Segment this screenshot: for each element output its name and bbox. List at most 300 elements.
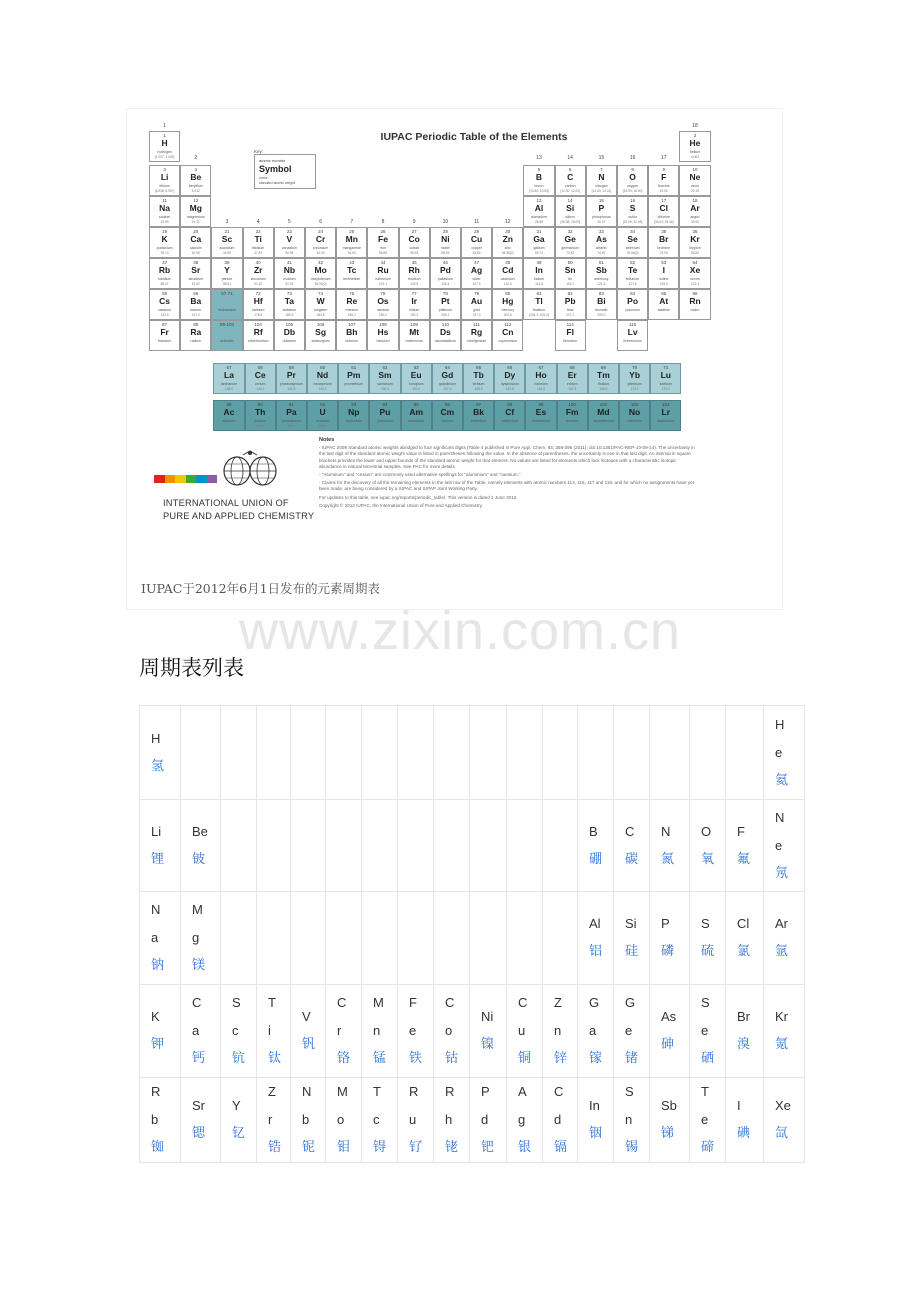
element-link[interactable]: 镉: [554, 1140, 568, 1155]
element-number: 110: [441, 322, 449, 327]
element-link[interactable]: 钠: [151, 958, 165, 973]
element-cell: [305, 289, 336, 320]
group-label: 10: [442, 219, 449, 225]
element-cell: [555, 227, 586, 258]
element-name: xenon: [690, 277, 700, 281]
element-name: seaborgium: [311, 339, 330, 343]
element-number: 28: [442, 229, 448, 234]
element-name: neodymium: [313, 382, 332, 386]
element-symbol: Ra: [190, 327, 202, 337]
element-cell: [180, 320, 211, 351]
logo-color-bar: [154, 475, 165, 483]
group-label: 15: [598, 155, 605, 161]
element-weight: 200.6: [503, 313, 512, 317]
group-label: 5: [288, 219, 291, 225]
element-symbol: Se: [701, 995, 710, 1038]
element-link[interactable]: 氦: [775, 772, 789, 788]
table-cell: [650, 1078, 690, 1163]
element-number: 76: [380, 291, 386, 296]
logo-color-bars: [154, 475, 217, 483]
element-link[interactable]: 镍: [481, 1037, 495, 1052]
element-symbol: P: [661, 916, 670, 931]
element-symbol: Al: [534, 203, 544, 213]
table-cell: [764, 985, 805, 1078]
element-name: holmium: [534, 382, 548, 386]
element-name: lawrencium: [656, 419, 675, 423]
element-link[interactable]: 钾: [151, 1037, 165, 1052]
key-atomic-number: atomic number: [259, 158, 286, 163]
element-link[interactable]: 锡: [625, 1140, 639, 1155]
element-symbol: Ge: [625, 995, 636, 1038]
element-link[interactable]: 硅: [625, 944, 639, 959]
element-name: lanthanum: [220, 382, 238, 386]
table-cell: [140, 800, 181, 892]
element-name: iodine: [659, 277, 669, 281]
element-link[interactable]: 钼: [337, 1140, 351, 1155]
element-number: 18: [692, 198, 698, 203]
element-link[interactable]: 钇: [232, 1126, 246, 1141]
element-symbol: Co: [408, 234, 420, 244]
element-cell: [619, 363, 650, 394]
element-name: fermium: [565, 419, 579, 423]
element-number: 48: [505, 260, 511, 265]
element-name: nickel: [440, 246, 450, 250]
element-name: lithium: [159, 184, 170, 188]
element-link[interactable]: 铍: [192, 851, 206, 867]
element-name: germanium: [561, 246, 579, 250]
element-name: oxygen: [626, 184, 639, 188]
element-number: 45: [411, 260, 417, 265]
element-cell: [213, 363, 244, 394]
element-weight: [35.44; 35.46]: [654, 220, 674, 224]
element-symbol: Xe: [689, 265, 701, 275]
element-symbol: Hf: [253, 296, 263, 306]
element-symbol: Am: [409, 407, 424, 417]
element-symbol: Na: [151, 902, 161, 945]
element-cell: [149, 320, 180, 351]
element-name: ruthenium: [375, 277, 391, 281]
table-cell: [291, 706, 326, 800]
element-symbol: Rg: [470, 327, 483, 337]
table-cell: [470, 892, 507, 985]
element-weight: 157.3: [443, 387, 452, 391]
element-cell: [463, 400, 494, 431]
element-weight: 186.2: [347, 313, 356, 317]
element-cell: [149, 196, 180, 227]
element-link[interactable]: 镁: [192, 958, 206, 973]
element-link[interactable]: 磷: [661, 944, 675, 959]
element-link[interactable]: 钙: [192, 1051, 206, 1066]
element-symbol: Pb: [564, 296, 576, 306]
element-link[interactable]: 钯: [481, 1140, 495, 1155]
element-symbol: Pt: [441, 296, 450, 306]
element-symbol: Tb: [473, 370, 484, 380]
table-cell: [362, 800, 398, 892]
element-number: 98: [507, 402, 513, 407]
table-cell: [690, 706, 726, 800]
element-cell: [617, 289, 648, 320]
group-label: 18: [692, 123, 698, 129]
element-name: thulium: [597, 382, 610, 386]
table-cell: [650, 892, 690, 985]
element-cell: [619, 400, 650, 431]
figure-caption: IUPAC于2012年6月1日发布的元素周期表: [141, 581, 381, 596]
element-symbol: Np: [348, 407, 360, 417]
element-symbol: Tc: [347, 265, 357, 275]
element-name: californium: [501, 419, 519, 423]
element-link[interactable]: 锂: [151, 851, 165, 867]
element-link[interactable]: 铝: [589, 944, 603, 959]
element-link[interactable]: 锑: [661, 1126, 675, 1141]
element-weight: 39.95: [690, 220, 699, 224]
element-symbol: B: [589, 823, 598, 839]
element-link[interactable]: 锰: [373, 1051, 387, 1066]
element-cell: [211, 227, 242, 258]
element-weight: 150.4: [380, 387, 389, 391]
element-name: terbium: [472, 382, 485, 386]
element-cell: [648, 258, 679, 289]
element-number: 14: [567, 198, 573, 203]
element-symbol: Ne: [689, 172, 701, 182]
element-link[interactable]: 钒: [302, 1037, 316, 1052]
element-link[interactable]: 银: [518, 1140, 532, 1155]
element-link[interactable]: 砷: [661, 1037, 675, 1052]
table-cell: [470, 706, 507, 800]
element-name: berkelium: [471, 419, 487, 423]
table-cell: [181, 1078, 221, 1163]
element-link[interactable]: 铜: [518, 1051, 532, 1066]
element-name: livermorium: [623, 339, 642, 343]
element-link[interactable]: 钌: [409, 1140, 423, 1155]
element-weight: 173.1: [630, 387, 639, 391]
element-name: arsenic: [595, 246, 608, 250]
element-cell: [492, 258, 523, 289]
element-link[interactable]: 氢: [151, 758, 165, 774]
element-name: praseodymium: [279, 382, 303, 386]
element-cell: [430, 289, 461, 320]
element-name: cerium: [254, 382, 266, 386]
element-link[interactable]: 碘: [737, 1126, 751, 1141]
element-symbol: Br: [737, 1009, 750, 1024]
element-number: 35: [661, 229, 667, 234]
element-cell: [588, 400, 619, 431]
element-link[interactable]: 氧: [701, 851, 715, 867]
element-number: 58: [257, 365, 263, 370]
element-symbol: Ti: [254, 234, 262, 244]
element-number: 106: [316, 322, 325, 327]
element-number: 46: [442, 260, 448, 265]
table-cell: [690, 1078, 726, 1163]
note-item: Copyright © 2012 IUPAC, the International Union of Pure and Applied Chemistry.: [319, 502, 483, 508]
element-cell: [401, 400, 432, 431]
element-symbol: Md: [597, 407, 610, 417]
element-name: selenium: [625, 246, 640, 250]
element-cell: [274, 320, 305, 351]
element-link[interactable]: 铌: [302, 1140, 316, 1155]
element-link[interactable]: 铟: [589, 1126, 603, 1141]
element-symbol: Sn: [625, 1084, 634, 1127]
element-name: palladium: [437, 277, 453, 281]
element-cell: [523, 258, 554, 289]
element-symbol: N: [661, 823, 671, 839]
element-symbol: Xe: [775, 1098, 791, 1113]
element-symbol: Sb: [661, 1098, 677, 1113]
element-symbol: Co: [445, 995, 455, 1038]
element-link[interactable]: 铷: [151, 1140, 165, 1155]
element-link[interactable]: 锗: [625, 1051, 639, 1066]
element-weight: 121.8: [597, 282, 606, 286]
element-number: 74: [318, 291, 324, 296]
element-symbol: Mo: [314, 265, 327, 275]
key-label: Key:: [254, 149, 264, 154]
group-label: 13: [536, 155, 542, 161]
iupac-logo: [151, 449, 315, 529]
element-weight: 24.31: [191, 220, 200, 224]
element-symbol: Cs: [159, 296, 171, 306]
org-name-line1: INTERNATIONAL UNION OF: [163, 498, 289, 508]
element-link[interactable]: 硒: [701, 1051, 715, 1066]
element-cell: [617, 258, 648, 289]
table-cell: [543, 892, 578, 985]
element-link[interactable]: 铬: [337, 1051, 351, 1066]
element-number: 89: [226, 402, 232, 407]
element-link[interactable]: 氩: [775, 944, 789, 959]
element-weight: 195.1: [441, 313, 450, 317]
element-cell: [399, 289, 430, 320]
element-cell: [336, 258, 367, 289]
element-link[interactable]: 镓: [589, 1051, 603, 1066]
element-cell: [432, 400, 463, 431]
element-cell: [555, 258, 586, 289]
element-link[interactable]: 铁: [409, 1051, 423, 1066]
element-number: 112: [504, 322, 512, 327]
element-weight: 112.4: [503, 282, 512, 286]
element-name: promethium: [344, 382, 364, 386]
element-number: 90: [257, 402, 263, 407]
element-number: 5: [537, 167, 541, 172]
element-number: 114: [566, 322, 574, 327]
element-cell: [338, 363, 369, 394]
element-number: 68: [569, 365, 575, 370]
element-link[interactable]: 氯: [737, 944, 751, 959]
element-symbol: K: [151, 1009, 160, 1024]
element-number: 81: [536, 291, 542, 296]
table-cell: [221, 1078, 257, 1163]
element-symbol: Re: [346, 296, 358, 306]
element-symbol: Ca: [190, 234, 202, 244]
element-number: 2: [693, 133, 697, 138]
element-weight: 127.6: [628, 282, 637, 286]
element-cell: [180, 165, 211, 196]
element-symbol: Db: [283, 327, 296, 337]
element-name: scandium: [219, 246, 235, 250]
element-number: 39: [224, 260, 230, 265]
element-weight: 9.012: [191, 189, 200, 193]
element-weight: 101.1: [378, 282, 387, 286]
table-cell: [362, 892, 398, 985]
element-weight: 54.94: [347, 251, 356, 255]
element-name: curium: [442, 419, 453, 423]
element-cell: [211, 289, 242, 320]
element-cell: [180, 196, 211, 227]
element-link[interactable]: 硼: [589, 851, 603, 867]
element-symbol: Na: [159, 203, 171, 213]
element-weight: 167.3: [568, 387, 577, 391]
element-number: 78: [442, 291, 448, 296]
table-cell: [434, 706, 470, 800]
element-symbol: At: [659, 296, 669, 306]
element-link[interactable]: 溴: [737, 1037, 751, 1052]
element-symbol: W: [316, 296, 325, 306]
element-link[interactable]: 碲: [701, 1140, 715, 1155]
element-weight: 22.99: [160, 220, 169, 224]
element-link[interactable]: 铑: [445, 1140, 459, 1155]
element-symbol: He: [689, 138, 701, 148]
element-link[interactable]: 锆: [268, 1140, 282, 1155]
table-cell: [221, 892, 257, 985]
element-number: 83: [598, 291, 604, 296]
periodic-list-table: [139, 705, 805, 1163]
element-number: 1: [163, 133, 166, 138]
element-cell: [243, 227, 274, 258]
element-name: molybdenum: [310, 277, 331, 281]
element-link[interactable]: 钴: [445, 1051, 459, 1066]
table-cell: [764, 800, 805, 892]
table-cell: [614, 800, 650, 892]
periodic-table-image: [139, 109, 709, 549]
element-symbol: Be: [192, 823, 208, 839]
element-symbol: Ni: [441, 234, 450, 244]
element-weight: 238.0: [318, 424, 327, 428]
element-cell: [336, 320, 367, 351]
element-symbol: He: [775, 716, 785, 760]
element-weight: 40.08: [191, 251, 200, 255]
logo-color-bar: [207, 475, 218, 483]
element-cell: [679, 131, 710, 162]
table-cell: [221, 985, 257, 1078]
table-cell: [291, 892, 326, 985]
logo-color-bar: [196, 475, 207, 483]
table-cell: [434, 1078, 470, 1163]
element-cell: [617, 196, 648, 227]
element-symbol: Cf: [505, 407, 515, 417]
table-cell: [291, 800, 326, 892]
element-cell: [494, 363, 525, 394]
element-number: 101: [599, 402, 608, 407]
element-name: nitrogen: [595, 184, 608, 188]
element-weight: [28.08; 28.09]: [560, 220, 580, 224]
element-number: 11: [162, 198, 167, 203]
element-symbol: C: [625, 823, 635, 839]
element-link[interactable]: 氪: [775, 1037, 789, 1052]
element-number: 107: [348, 322, 356, 327]
element-number: 37: [162, 260, 168, 265]
element-cell: [399, 320, 430, 351]
element-symbol: Er: [567, 370, 577, 380]
element-name: phosphorus: [592, 215, 611, 219]
element-name: antimony: [594, 277, 609, 281]
table-cell: [326, 1078, 362, 1163]
element-number: 33: [598, 229, 604, 234]
element-symbol: Ba: [190, 296, 202, 306]
element-cell: [557, 400, 588, 431]
element-number: 59: [288, 365, 294, 370]
element-symbol: Pr: [286, 370, 296, 380]
element-weight: [6.938; 6.997]: [154, 189, 175, 193]
key-weight: standard atomic weight: [259, 181, 295, 185]
element-link[interactable]: 氟: [737, 851, 751, 867]
element-link[interactable]: 锶: [192, 1126, 206, 1141]
element-cell: [180, 227, 211, 258]
element-weight: 102.9: [410, 282, 419, 286]
element-symbol: O: [701, 823, 712, 839]
element-weight: 47.87: [254, 251, 263, 255]
element-name: yttrium: [221, 277, 233, 281]
element-number: 24: [318, 229, 324, 234]
element-symbol: Be: [190, 172, 202, 182]
element-symbol: Fe: [409, 995, 417, 1038]
element-cell: [243, 258, 274, 289]
org-name-line2: PURE AND APPLIED CHEMISTRY: [163, 511, 315, 521]
element-number: 88: [193, 322, 199, 327]
element-cell: [617, 227, 648, 258]
element-weight: [204.3; 204.4]: [529, 313, 549, 317]
element-link[interactable]: 钛: [268, 1051, 282, 1066]
element-weight: 91.22: [254, 282, 263, 286]
element-weight: 207.2: [566, 313, 575, 317]
element-weight: 164.9: [536, 387, 545, 391]
element-link[interactable]: 锌: [554, 1051, 568, 1066]
element-cell: [586, 258, 617, 289]
element-number: 40: [255, 260, 261, 265]
element-link[interactable]: 钪: [232, 1051, 246, 1066]
element-link[interactable]: 硫: [701, 944, 715, 959]
element-cell: [492, 289, 523, 320]
element-number: 85: [661, 291, 667, 296]
element-symbol: Es: [535, 407, 547, 417]
element-symbol: Ga: [533, 234, 545, 244]
element-symbol: Fr: [160, 327, 169, 337]
element-link[interactable]: 碳: [625, 851, 639, 867]
element-link[interactable]: 氮: [661, 851, 675, 867]
notes: [319, 437, 699, 511]
element-symbol: Fm: [565, 407, 579, 417]
element-cell: [180, 289, 211, 320]
element-weight: 183.8: [316, 313, 325, 317]
table-cell: [507, 985, 543, 1078]
table-cell: [181, 706, 221, 800]
element-symbol: Ho: [535, 370, 547, 380]
element-symbol: Ce: [254, 370, 266, 380]
element-symbol: Bh: [346, 327, 358, 337]
element-symbol: F: [661, 172, 667, 182]
element-number: 63: [413, 365, 419, 370]
element-link[interactable]: 氙: [775, 1126, 789, 1141]
table-cell: [326, 706, 362, 800]
element-number: 103: [662, 402, 670, 407]
element-symbol: Cn: [502, 327, 514, 337]
element-link[interactable]: 氖: [775, 865, 789, 881]
element-number: 92: [320, 402, 326, 407]
element-number: 104: [254, 322, 262, 327]
element-number: 57-71: [221, 291, 233, 296]
element-number: 61: [351, 365, 357, 370]
element-symbol: O: [629, 172, 636, 182]
element-cell: [211, 258, 242, 289]
element-symbol: Cm: [440, 407, 455, 417]
element-link[interactable]: 锝: [373, 1140, 387, 1155]
element-name: carbon: [564, 184, 576, 188]
